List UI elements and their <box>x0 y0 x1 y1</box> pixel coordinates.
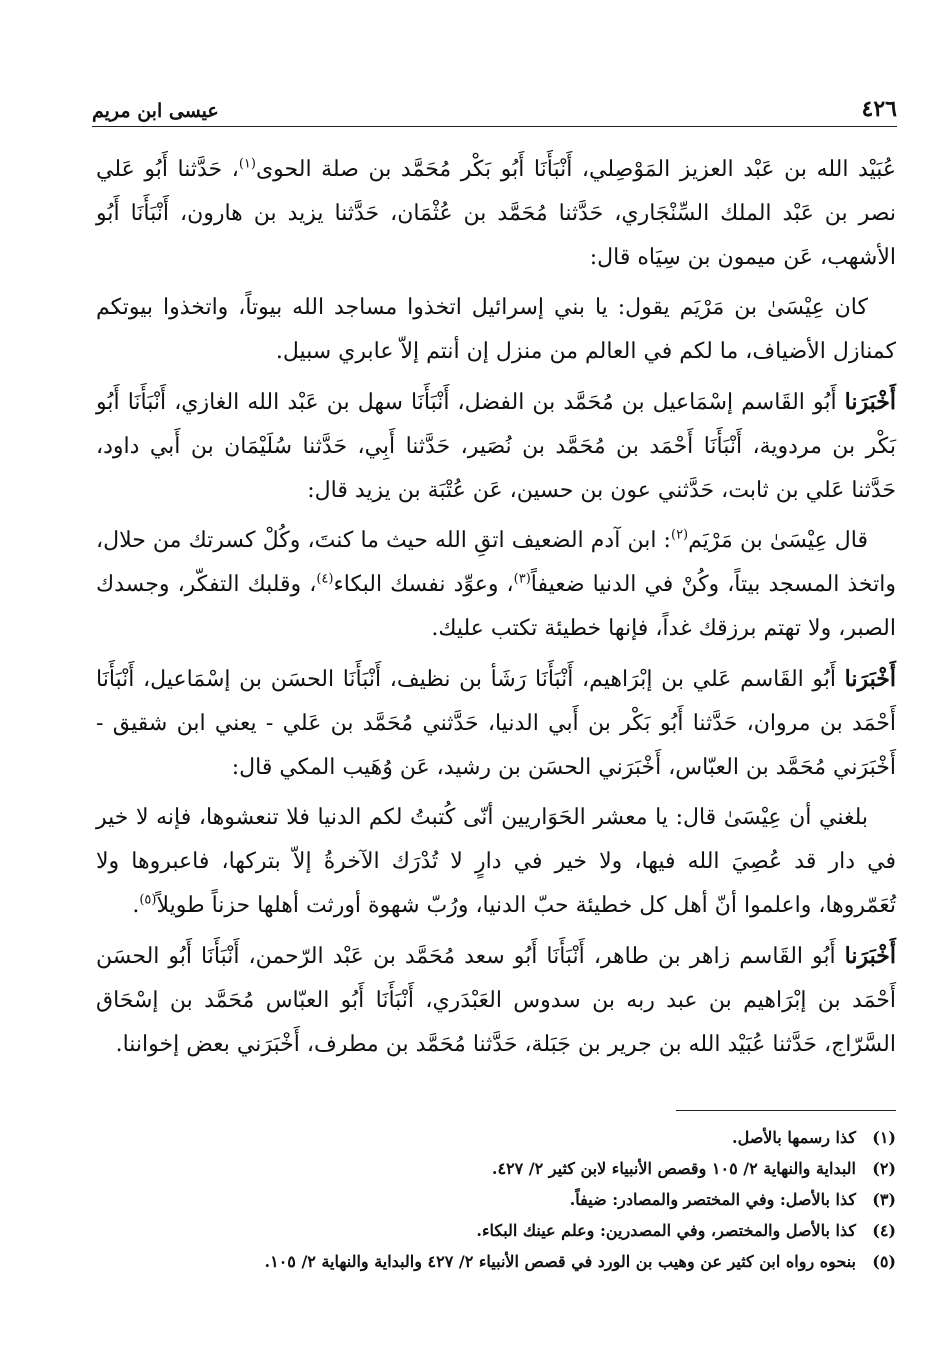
paragraph-5 <box>96 657 896 790</box>
paragraph-text: أَبُو القَاسم عَلي بن إبْرَاهيم، أَنْبَأَنَا رَشَأ بن نظيف، أَنْبَأَنَا الحسَن بن إسْمَاعيل، أَنْبَأَنَا أَحْمَد بن مروان، حَدَّثنا أَبُو بَكْر بن أَبي الدنيا، حَدَّثني مُحَمَّد بن عَلي - يعني ابن شقيق - أَخْبَرَني مُحَمَّد بن العبّاس، أَخْبَرَني الحسَن بن رشيد، عَن وُهَيب المكي قال: <box>96 667 896 780</box>
footnote-ref-2[interactable]: (٢) <box>670 527 689 543</box>
paragraph-3 <box>96 380 896 513</box>
footnote-text: بنحوه رواه ابن كثير عن وهيب بن الورد في قصص الأنبياء ٢/ ٤٢٧ والبداية والنهاية ٢/ ١٠٥. <box>264 1252 856 1271</box>
footnote-ref-3[interactable]: (٣) <box>513 571 531 587</box>
lead-word: أَخْبَرَنا <box>844 943 896 969</box>
paragraph-text: ، وعوِّد نفسك البكاء <box>333 572 514 597</box>
footnote-ref-1[interactable]: (١) <box>238 156 256 172</box>
footnote-text: كذا بالأصل والمختصر، وفي المصدرين: وعلم عينك البكاء. <box>476 1221 856 1240</box>
footnote-mark: (١) <box>872 1128 896 1147</box>
lead-word: أَخْبَرَنا <box>844 389 896 415</box>
paragraph-text: ، وقلبك التفكّر، وجسدك الصبر، ولا تهتم برزقك غداً، فإنها خطيئة تكتب عليك. <box>96 572 896 641</box>
footnote-2 <box>96 1153 896 1184</box>
footnote-mark: (٥) <box>872 1252 896 1271</box>
footnote-text: البداية والنهاية ٢/ ١٠٥ وقصص الأنبياء لابن كثير ٢/ ٤٢٧. <box>491 1159 856 1178</box>
footnote-separator <box>676 1110 896 1111</box>
main-text <box>96 148 896 1073</box>
page-number: ٤٢٦ <box>861 96 897 122</box>
paragraph-text: : ابن آدم الضعيف اتقِ الله حيث ما كنتَ، وكُلْ كسرتك من حلال، واتخذ المسجد بيتاً، وكُنْ في الدنيا ضعيفاً <box>96 528 896 597</box>
paragraph-text: أَبُو القَاسم إسْمَاعيل بن مُحَمَّد بن الفضل، أَنْبَأَنَا سهل بن عَبْد الله الغازي، أَنْبَأَنَا أَبُو بَكْر بن مردوية، أَنْبَأَنَا أَحْمَد بن مُحَمَّد بن نُصَير، حَدَّثنا أَبِي، حَدَّثنا سُلَيْمَان بن أَبي داود، حَدَّثنا عَلي بن ثابت، حَدَّثني عون بن حسين، عَن عُتْبَة بن يزيد قال: <box>96 390 896 503</box>
footnote-text: كذا رسمها بالأصل. <box>732 1128 856 1147</box>
paragraph-text: عُبَيْد الله بن عَبْد العزيز المَوْصِلي، أَنْبَأَنَا أَبُو بَكْر مُحَمَّد بن صلة الحوى <box>255 157 896 182</box>
footnote-ref-5[interactable]: (٥) <box>139 892 157 908</box>
paragraph-text: أَبُو القَاسم زاهر بن طاهر، أَنْبَأَنَا أَبُو سعد مُحَمَّد بن عَبْد الرّحمن، أَنْبَأَنَا أَبُو الحسَن أَحْمَد بن إبْرَاهيم بن عبد ربه بن سدوس العَبْدَري، أَنْبَأَنَا أَبُو العبّاس مُحَمَّد بن إسْحَاق السَّرّاج، حَدَّثنا عُبَيْد الله بن جرير بن جَبَلة، حَدَّثنا مُحَمَّد بن مطرف، أَخْبَرَني بعض إخواننا. <box>96 944 896 1057</box>
paragraph-text: بلغني أن عِيْسَىٰ قال: يا معشر الحَوَاريين أنّى كُتبتُ لكم الدنيا فلا تنعشوها، فإنه لا خير في دار قد عُصِيَ الله فيها، ولا خير في دارٍ لا تُدْرَك الآخرةُ إلاّ بتركها، فاعبروها ولا تُعَمّروها، واعلموا أنّ أهل كل خطيئة حبّ الدنيا، ورُبّ شهوة أورثت أهلها حزناً طويلاً <box>96 805 896 918</box>
footnotes <box>96 1122 896 1277</box>
paragraph-1 <box>96 148 896 280</box>
footnote-mark: (٣) <box>872 1190 896 1209</box>
paragraph-6 <box>96 796 896 928</box>
paragraph-7 <box>96 934 896 1067</box>
paragraph-text: ، حَدَّثنا أَبُو عَلي نصر بن عَبْد الملك السِّنْجَاري، حَدَّثنا مُحَمَّد بن عُثْمَان، حَدَّثنا يزيد بن هارون، أَنْبَأَنَا أَبُو الأشهب، عَن ميمون بن سِيَاه قال: <box>96 157 896 270</box>
running-header <box>92 84 897 127</box>
footnote-1 <box>96 1122 896 1153</box>
footnote-5 <box>96 1246 896 1277</box>
lead-word: أَخْبَرَنا <box>844 666 896 692</box>
footnote-text: كذا بالأصل: وفي المختصر والمصادر: ضيفاً. <box>569 1190 856 1209</box>
footnote-4 <box>96 1215 896 1246</box>
running-title: عيسى ابن مريم <box>92 100 219 122</box>
paragraph-text: قال عِيْسَىٰ بن مَرْيَم <box>688 528 868 553</box>
footnote-ref-4[interactable]: (٤) <box>316 571 334 587</box>
paragraph-4 <box>96 519 896 651</box>
paragraph-text: كان عِيْسَىٰ بن مَرْيَم يقول: يا بني إسرائيل اتخذوا مساجد الله بيوتاً، واتخذوا بيوتكم كمنازل الأضياف، ما لكم في العالم من منزل إن أنتم إلاّ عابري سبيل. <box>96 295 896 364</box>
paragraph-2 <box>96 286 896 374</box>
footnote-mark: (٤) <box>872 1221 896 1240</box>
paragraph-text: . <box>132 893 140 918</box>
footnote-3 <box>96 1184 896 1215</box>
footnote-mark: (٢) <box>872 1159 896 1178</box>
